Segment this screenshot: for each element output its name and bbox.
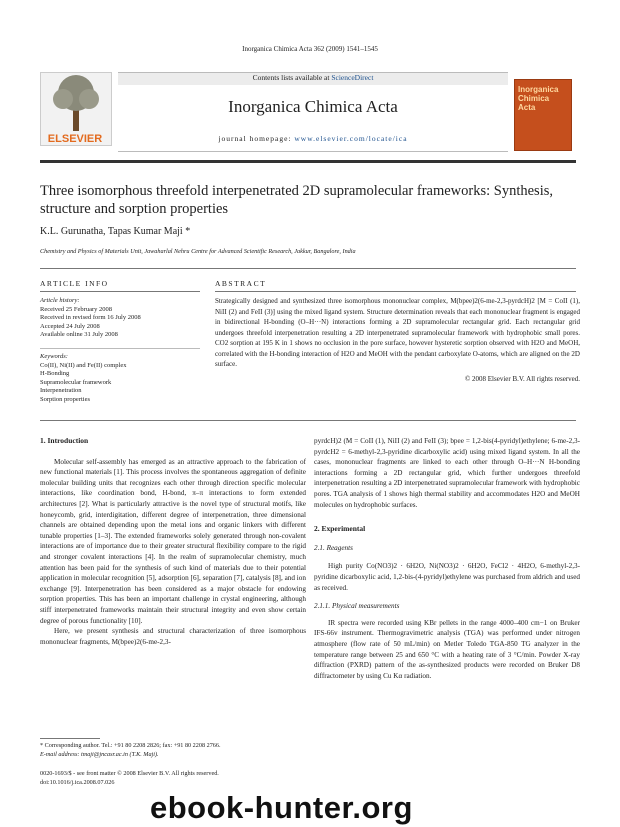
subsection-heading-physical-measurements: 2.1.1. Physical measurements [314, 602, 400, 611]
title-rule [40, 268, 576, 269]
article-authors: K.L. Gurunatha, Tapas Kumar Maji * [40, 226, 191, 237]
history-label: Article history: [40, 297, 80, 304]
abstract-rule [215, 291, 576, 292]
keyword: Co(II), Ni(II) and Fe(II) complex [40, 361, 127, 369]
article-history [40, 297, 205, 340]
body-paragraph: Here, we present synthesis and structural characterization of three isomorphous mononuclear fragments, M(bpee)2(6-me-2,3- [40, 627, 306, 646]
footnote-contact: * Corresponding author. Tel.: +91 80 2208 2826; fax: +91 80 2208 2766. [40, 742, 221, 749]
body-paragraph: Molecular self-assembly has emerged as an attractive approach to the fabrication of new functional materials [1]. This process involves the spontaneous aggregation of definite molecular building units that recognizes each other through direction specific molecular interactions, like coordination bond, H-bond, π–π interactions to form extended architectures [2]. What is particularly attractive is the novel type of structural motifs, like honeycomb, grid, interdigitation, different degree of interpenetration, three dimensional channels are obtained depending upon the metal ions and organic linkers with different tunable properties [1–3]. The extended frameworks solely generated through non-covalent interactions are of importance due to their greater structural flexibility compare to the rigid and stronger covalent interactions [4]. In the realm of supramolecular chemistry, much attention has been paid for the synthesis of such kind of materials due to their potential application in molecular recognition [5], adsorption [6], separation [7], catalysis [8], and ion exchange [9]. Interpenetration has been considered as a major obstacle for endowing sorption properties. This has been an important challenge in crystal engineering, although stiff interpenetrated frameworks maintain their structural integrity and even show certain degree of porous functionality [10]. [40, 457, 306, 625]
abstract-text: Strategically designed and synthesized three isomorphous mononuclear complex, M(bpee)2(6-me-2,3-pyrdcH)2 [M = CoII (1), NiII (2) and FeII (3)] using the mixed ligand system. Structure determination reveals that each mononuclear fragment is engaged in bidirectional H-bonding (O–H···N) interactions forming a 2D supramolecular rectangular grid. Each rectangular grid undergoes threefold interpenetration resulting a 2D interpenetrated supramolecular framework with hydrophobic small pores. CO2 sorption at 195 K in 1 shows no occlusion in the pore surface, however hysteretic sorption observed with H2O and MeOH, correlated with the H-bonding interaction of H2O and MeOH with the pendant carboxylate O-atoms, which are aligned on the 2D surface. [215, 297, 580, 368]
body-paragraph: pyrdcH)2 (M = CoII (1), NiII (2) and FeII (3); bpee = 1,2-bis(4-pyridyl)ethylene; 6-me-2,3-pyrdcH2 = 6-methyl-2,3-pyridine dicarboxylic acid) using mixed ligand system. In all the cases, mononuclear fragments are linked to each other through O–H···N H-bonding interactions forming a 2D rectangular grid, which further undergoes threefold interpenetration resulting a 2D interpenetrated supramolecular framework with hydrophobic pores. TGA analysis of 1 shows high thermal stability and accommodates H2O and MeOH molecules on hydrophobic surfaces. [314, 437, 580, 509]
sciencedirect-link[interactable]: ScienceDirect [331, 73, 374, 82]
article-info-heading: ARTICLE INFO [40, 279, 109, 288]
history-item: Available online 31 July 2008 [40, 331, 118, 338]
keywords-rule [40, 348, 200, 349]
keywords-label: Keywords: [40, 353, 68, 360]
homepage-link[interactable]: www.elsevier.com/locate/ica [294, 134, 408, 143]
corresponding-author-footnote [40, 742, 310, 759]
abstract-copyright: © 2008 Elsevier B.V. All rights reserved. [464, 375, 580, 383]
body-right-column [314, 436, 580, 681]
contents-prefix: Contents lists available at [252, 73, 332, 82]
history-item: Accepted 24 July 2008 [40, 322, 100, 330]
article-title: Three isomorphous threefold interpenetrated 2D supramolecular frameworks: Synthesis, structure and sorption properties [40, 183, 553, 217]
body-paragraph: IR spectra were recorded using KBr pellets in the range 4000–400 cm−1 on Bruker IFS-66v instrument. Thermogravimetric analysis (TGA) was performed under nitrogen atmosphere (flow rate of 50 mL/min) on Metler Toledo TGA-850 TG analyzer in the temperature range between 25 and 650 °C with a heating rate of 3 °C/min. Powder X-ray diffraction (PXRD) pattern of the as-synthesized products were recorded on Bruker D8 diffractometer by using Cu Kα radiation. [314, 618, 580, 680]
keyword: Sorption properties [40, 395, 91, 403]
journal-title: Inorganica Chimica Acta [228, 97, 398, 116]
abstract-bottom-rule [40, 420, 576, 421]
footer-issn: 0020-1693/$ - see front matter © 2008 Elsevier B.V. All rights reserved. [40, 770, 219, 777]
abstract-heading: ABSTRACT [215, 279, 267, 288]
article-info-rule [40, 291, 200, 292]
subsection-heading-reagents: 2.1. Reagents [314, 543, 353, 552]
journal-cover-title: Inorganica Chimica Acta [518, 85, 559, 112]
watermark-text: ebook-hunter.org [150, 790, 413, 825]
history-item: Received in revised form 16 July 2008 [40, 314, 141, 321]
body-paragraph: High purity Co(NO3)2 · 6H2O, Ni(NO3)2 · 6H2O, FeCl2 · 4H2O, 6-methyl-2,3-pyridine dicarboxylic acid, 1,2-bis-(4-pyridyl)ethylene was purchased from aldrich and used as received. [314, 562, 580, 592]
contents-line [118, 73, 508, 85]
page-footer [40, 770, 310, 787]
journal-reference: Inorganica Chimica Acta 362 (2009) 1541–1545 [242, 45, 378, 53]
masthead-rule [40, 160, 576, 163]
section-heading-introduction: 1. Introduction [40, 436, 89, 445]
history-item: Received 25 February 2008 [40, 305, 113, 313]
keyword: H-Bonding [40, 370, 70, 377]
homepage-prefix: journal homepage: [218, 134, 295, 143]
author-affiliation: Chemistry and Physics of Materials Unit, Jawaharlal Nehru Centre for Advanced Scientific Research, Jakkur, Bangalore, India [40, 248, 356, 255]
keyword: Supramolecular framework [40, 378, 112, 386]
journal-homepage [118, 134, 508, 143]
keyword: Interpenetration [40, 387, 82, 394]
keywords-list [40, 353, 205, 404]
footnote-email: E-mail address: tmaji@jncasr.ac.in (T.K. Maji). [40, 750, 159, 758]
publisher-logo-text: ELSEVIER [47, 133, 103, 145]
footnote-rule [40, 738, 100, 739]
footer-doi: doi:10.1016/j.ica.2008.07.026 [40, 778, 115, 786]
section-heading-experimental: 2. Experimental [314, 524, 366, 534]
body-left-column [40, 436, 306, 647]
